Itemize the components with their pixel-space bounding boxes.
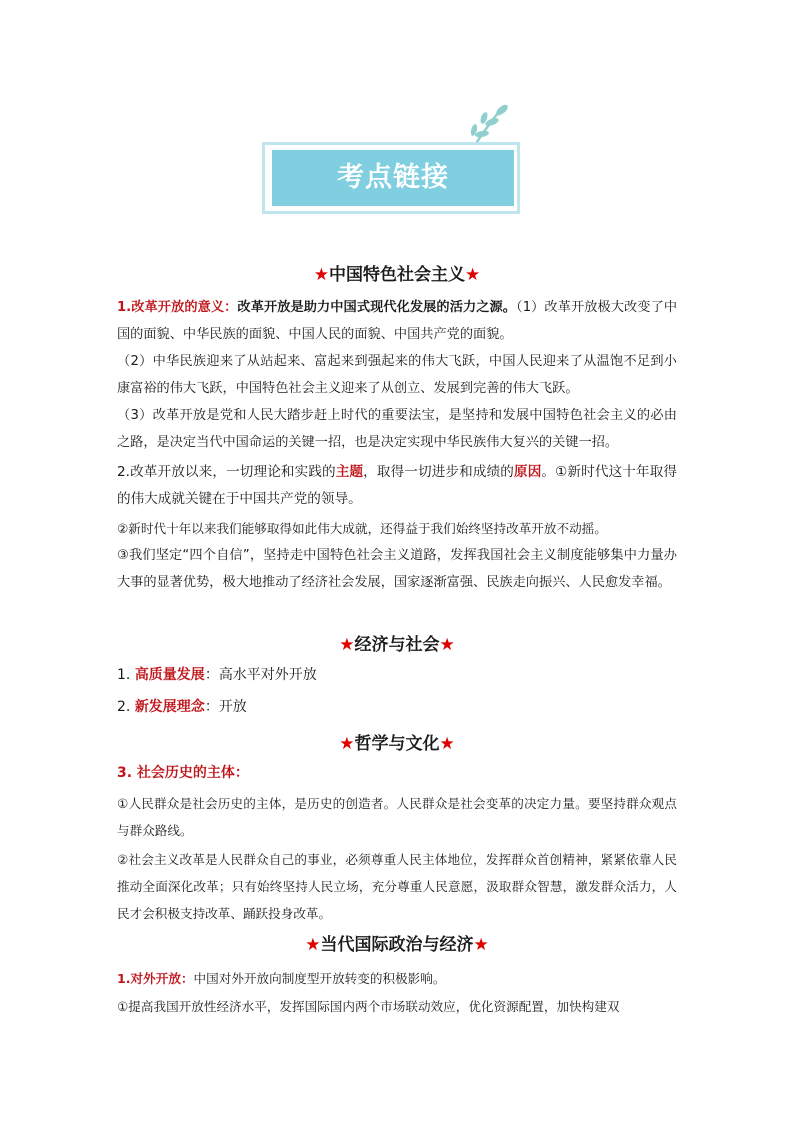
star-icon: ★ (305, 935, 321, 955)
item-number: 1. (117, 667, 131, 683)
item-text: 高水平对外开放 (218, 667, 317, 683)
paragraph-text: 2.改革开放以来，一切理论和实践的 (117, 464, 336, 480)
philosophy-paragraph-2: ②社会主义改革是人民群众自己的事业，必须尊重人民主体地位，发挥群众首创精神，紧紧依靠人民推动全面深化改革；只有始终坚持人民立场，充分尊重人民意愿，汲取群众智慧，激发群众活力，人民才会积极支持改革、踊跃投身改革。 (117, 852, 677, 921)
banner (262, 138, 524, 214)
colon: ： (224, 300, 238, 315)
economy-item-1 (117, 662, 677, 689)
colon: ： (180, 971, 194, 986)
section-title-international (0, 930, 794, 955)
colon: ： (204, 667, 219, 683)
paragraph-5: ②新时代十年以来我们能够取得如此伟大成就，还得益于我们始终坚持改革开放不动摇。 (117, 521, 607, 536)
section-title-text: 经济与社会 (354, 635, 440, 655)
banner-title: 考点链接 (337, 162, 449, 193)
section-title-socialism (0, 260, 794, 285)
star-icon: ★ (465, 265, 481, 285)
philosophy-heading (117, 760, 677, 787)
star-icon: ★ (339, 635, 355, 655)
star-icon: ★ (339, 734, 355, 754)
philosophy-paragraph-1: ①人民群众是社会历史的主体，是历史的创造者。人民群众是社会变革的决定力量。要坚持群众观点与群众路线。 (117, 796, 677, 838)
section-title-text: 哲学与文化 (354, 734, 440, 754)
paragraph-text: 。①新时代这十年取得的伟大成就关键在于中国共产党的领导。 (117, 464, 678, 507)
section-title-philosophy (0, 729, 794, 754)
international-paragraph-1: ①提高我国开放性经济水平，发挥国际国内两个市场联动效应，优化资源配置，加快构建双 (117, 999, 620, 1014)
item-label: 新发展理念 (134, 699, 205, 715)
economy-item-2 (117, 694, 677, 721)
paragraph-3: （3）改革开放是党和人民大踏步赶上时代的重要法宝，是坚持和发展中国特色社会主义的必由之路，是决定当代中国命运的关键一招，也是决定实现中华民族伟大复兴的关键一招。 (117, 408, 677, 450)
section-title-text: 中国特色社会主义 (329, 265, 465, 285)
section-title-text: 当代国际政治与经济 (320, 935, 474, 955)
keyword-theme: 主题 (335, 464, 364, 480)
point-label: 1.对外开放 (117, 971, 181, 986)
star-icon: ★ (313, 265, 329, 285)
point-label: 3. 社会历史的主体： (117, 765, 249, 781)
section-title-economy (0, 630, 794, 655)
international-item-1 (117, 965, 677, 992)
star-icon: ★ (439, 734, 455, 754)
bold-statement: 改革开放是助力中国式现代化发展的活力之源。 (237, 300, 517, 315)
point-label: 1.改革开放的意义 (117, 300, 225, 315)
star-icon: ★ (439, 635, 455, 655)
paragraph-4 (117, 459, 677, 513)
item-number: 2. (117, 699, 131, 715)
item-label: 高质量发展 (134, 667, 205, 683)
paragraph-reform-significance (117, 294, 677, 348)
paragraph-2: （2）中华民族迎来了从站起来、富起来到强起来的伟大飞跃，中国人民迎来了从温饱不足到小康富裕的伟大飞跃，中国特色社会主义迎来了从创立、发展到完善的伟大飞跃。 (117, 354, 677, 396)
keyword-reason: 原因 (514, 464, 542, 480)
item-text: 开放 (218, 699, 247, 715)
star-icon: ★ (473, 935, 489, 955)
paragraph-text: （1）改革开放极大改变了中国的面貌、中华民族的面貌、中国人民的面貌、中国共产党的面貌。 (117, 300, 678, 342)
paragraph-text: ，取得一切进步和成绩的 (363, 464, 514, 480)
item-text: 中国对外开放向制度型开放转变的积极影响。 (193, 971, 446, 986)
colon: ： (204, 699, 219, 715)
paragraph-6: ③我们坚定“四个自信”，坚持走中国特色社会主义道路，发挥我国社会主义制度能够集中力量办大事的显著优势，极大地推动了经济社会发展，国家逐渐富强、民族走向振兴、人民愈发幸福。 (117, 548, 677, 590)
